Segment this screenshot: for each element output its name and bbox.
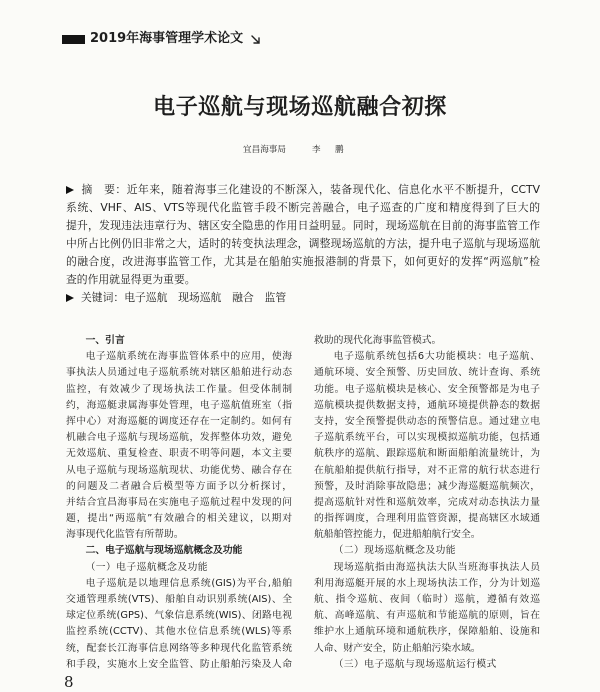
body-line: 支持，安全预警提供动态的预警信息。通过建立电 — [314, 415, 540, 427]
left-column — [66, 333, 292, 673]
body-line: 从电子巡航与现场巡航现状、功能优势、融合存在 — [66, 464, 292, 476]
abstract-line: 的融合度，改进海事监管工作，尤其是在船舶实施报港制的背景下，如何更好的发挥“两巡航”检 — [66, 255, 540, 268]
abstract-line: 查的作用就显得更为重要。 — [66, 273, 196, 286]
body-line: 电子巡航是以地理信息系统(GIS)为平台,船舶 — [85, 577, 292, 589]
body-line: 电子巡航系统在海事监管体系中的应用，使海 — [85, 351, 292, 363]
body-line: 航、高峰巡航、有声巡航和节能巡航的原则，旨在 — [314, 610, 540, 622]
body-line: 监控系统(CCTV)、其他水位信息系统(WLS)等系 — [66, 626, 292, 638]
body-line: 并结合宜昌海事局在实施电子巡航过程中发现的问 — [66, 496, 292, 508]
triangle-right-icon — [66, 294, 74, 302]
keywords — [66, 289, 540, 307]
body-line: 交通管理系统(VTS)、船舶自动识别系统(AIS)、全 — [66, 594, 292, 605]
body-line: 巡航模块提供数据支持，通航环境提供静态的数据 — [314, 399, 540, 411]
section-heading: 一、引言 — [85, 335, 125, 346]
body-line: 功能。电子巡航模块是核心、安全预警都是为电子 — [314, 383, 540, 395]
abstract-line: 中所占比例仍旧非常之大，适时的转变执法理念，调整现场巡航的方法，提升电子巡航与现场巡航 — [66, 237, 540, 250]
body-line: 提高巡航针对性和巡航效率，完成对动态执法力量 — [314, 496, 540, 508]
body-line: 海事现代化监管有所帮助。 — [66, 529, 184, 541]
body-line: 挥中心）对海巡艇的调度还存在一定制约。如何有 — [66, 415, 292, 427]
header-bar — [62, 35, 85, 44]
abstract — [66, 181, 540, 307]
body-line: 现场巡航指由海巡执法大队当班海事执法人员 — [333, 561, 540, 573]
body-line: 航、指令巡航、夜间（临时）巡航，遵循有效巡 — [314, 594, 540, 605]
body-line: 维护水上通航环境和通航秩序，保障船舶、设施和 — [314, 626, 540, 638]
body-line: 在航船舶提供航行指导，对不正常的航行状态进行 — [314, 464, 540, 476]
body-line: 的指挥调度，合理利用监管资源，提高辖区水域通 — [314, 513, 540, 525]
journal-header: 2019年海事管理学术论文 — [90, 31, 244, 46]
author-name: 李 鹏 — [312, 145, 347, 155]
body-line: 题，提出“两巡航”有效融合的相关建议，以期对 — [66, 513, 292, 525]
keywords-label: 关键词： — [81, 291, 125, 304]
pen-mark-icon — [250, 33, 263, 46]
triangle-right-icon — [66, 186, 74, 194]
abstract-line: 系统、VHF、AIS、VTS等现代化监管手段不断完善融合，电子巡查的广度和精度得到了巨大的 — [66, 201, 540, 214]
body-line: 利用海巡艇开展的水上现场执法工作，分为计划巡 — [314, 577, 540, 589]
body-line: 航秩序的巡航、跟踪巡航和断面船舶流量统计，为 — [314, 448, 540, 460]
keywords-text: 电子巡航 现场巡航 融合 监管 — [124, 291, 287, 304]
abstract-line — [66, 181, 540, 199]
body-line: 统，配套长江海事信息网络等多种现代化监管系统 — [66, 642, 292, 654]
body-line: 航船舶管控能力，促进船舶航行安全。 — [314, 529, 481, 541]
subsection-heading: （一）电子巡航概念及功能 — [85, 561, 208, 573]
body-line: 监控，有效减少了现场执法工作量。但受体制制 — [66, 383, 292, 395]
author-affiliation: 宜昌海事局 — [243, 145, 286, 155]
body-line: 的问题及二者融合后模型等方面予以分析探讨， — [66, 480, 292, 492]
body-line: 无效巡航、重复检查、职责不明等问题，本文主要 — [66, 448, 292, 460]
body-line: 和手段，实施水上安全监管、防止船舶污染及人命 — [66, 658, 292, 670]
body-line: 预警，及时消除事故隐患；减少海巡艇巡航频次， — [314, 480, 540, 492]
page-number: 8 — [64, 673, 74, 691]
body-line: 约，海巡艇隶属海事处管理，电子巡航值班室（指 — [66, 399, 292, 411]
subsection-heading: （二）现场巡航概念及功能 — [333, 545, 456, 557]
body-line: 球定位系统(GPS)、气象信息系统(WIS)、闭路电视 — [66, 610, 292, 622]
section-heading: 二、电子巡航与现场巡航概念及功能 — [85, 545, 243, 557]
subsection-heading: （三）电子巡航与现场巡航运行模式 — [333, 658, 497, 670]
body-line: 救助的现代化海事监管模式。 — [314, 335, 442, 346]
abstract-line: 提升，发现违法违章行为、辖区安全隐患的作用日益明显。同时，现场巡航在目前的海事监管工作 — [66, 219, 540, 232]
right-column — [314, 333, 540, 673]
body-line: 子巡航系统平台，可以实现模拟巡航功能，包括通 — [314, 432, 540, 444]
body-line: 人命、财产安全，防止船舶污染水域。 — [314, 642, 481, 654]
body-line: 通航环境、安全预警、历史回放、统计查询、系统 — [314, 367, 540, 379]
abstract-text: 近年来，随着海事三化建设的不断深入，装备现代化、信息化水平不断提升，CCTV — [126, 183, 540, 196]
body-line: 事执法人员通过电子巡航系统对辖区船舶进行动态 — [66, 367, 292, 379]
body-line: 电子巡航系统包括6大功能模块：电子巡航、 — [333, 351, 540, 363]
body-line: 机融合电子巡航与现场巡航，发挥整体功效，避免 — [66, 432, 292, 444]
paper-title: 电子巡航与现场巡航融合初探 — [153, 95, 447, 120]
abstract-label: 摘 要： — [81, 183, 127, 196]
